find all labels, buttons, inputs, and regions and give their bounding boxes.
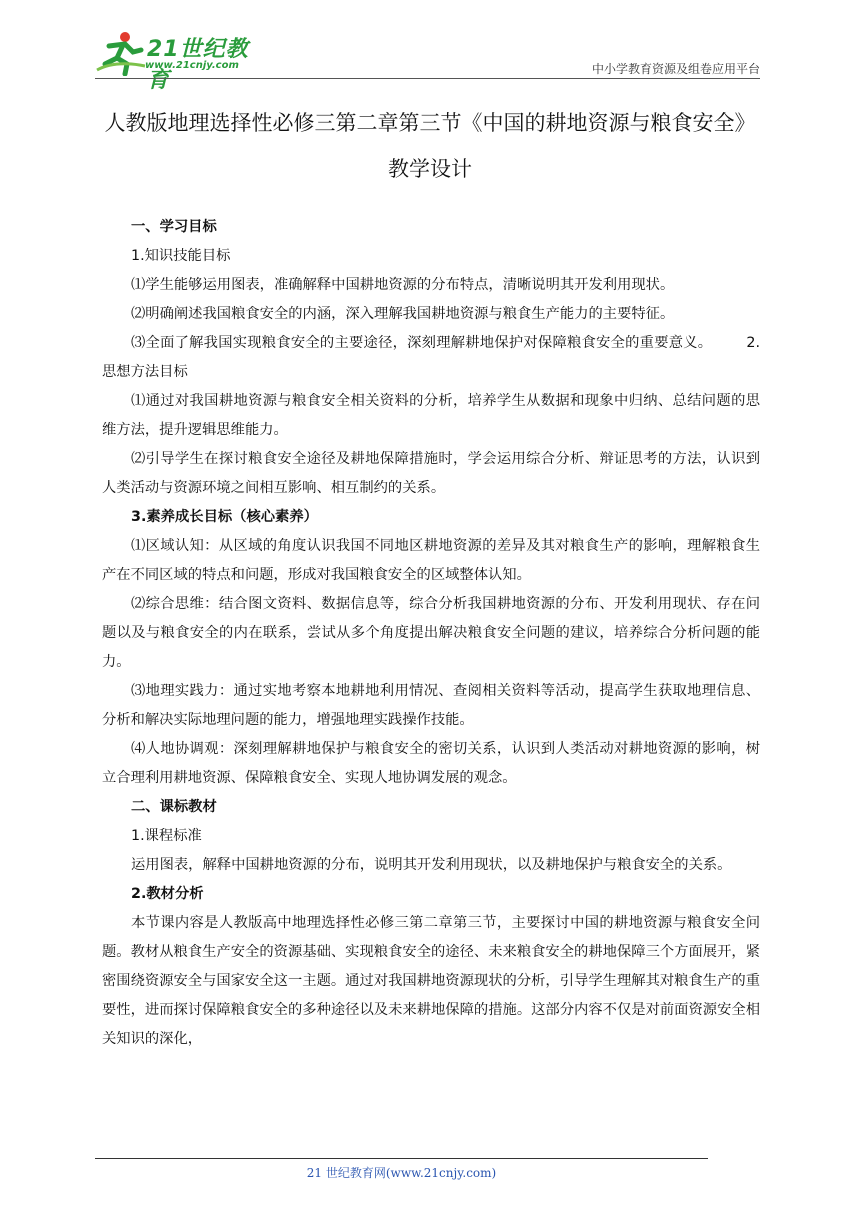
header-divider <box>95 78 760 79</box>
subsection-heading: 2.教材分析 <box>131 886 204 902</box>
subsection-heading: 1.课程标准 <box>131 828 202 844</box>
section-heading: 二、课标教材 <box>131 799 217 815</box>
page-header <box>95 30 760 93</box>
paragraph-text: ⑶全面了解我国实现粮食安全的主要途径，深刻理解耕地保护对保障粮食安全的重要意义。 <box>131 335 713 351</box>
document-body <box>102 213 760 1054</box>
platform-name: 中小学教育资源及组卷应用平台 <box>591 62 760 76</box>
paragraph: ⑵明确阐述我国粮食安全的内涵，深入理解我国耕地资源与粮食生产能力的主要特征。 <box>131 306 675 322</box>
runner-logo-icon <box>95 30 147 76</box>
paragraph: ⑴学生能够运用图表，准确解释中国耕地资源的分布特点，清晰说明其开发利用现状。 <box>131 277 675 293</box>
paragraph: 本节课内容是人教版高中地理选择性必修三第二章第三节，主要探讨中国的耕地资源与粮食安全问题。教材从粮食生产安全的资源基础、实现粮食安全的途径、未来粮食安全的耕地保障三个方面展开，紧密围绕资源安全与国家安全这一主题。通过对我国耕地资源现状的分析，引导学生理解其对粮食生产的重要性，进而探讨保障粮食安全的多种途径以及未来耕地保障的措施。这部分内容不仅是对前面资源安全相关知识的深化， <box>102 915 760 1047</box>
paragraph: ⑵引导学生在探讨粮食安全途径及耕地保障措施时，学会运用综合分析、辩证思考的方法，认识到人类活动与资源环境之间相互影响、相互制约的关系。 <box>102 451 760 496</box>
paragraph: 运用图表，解释中国耕地资源的分布，说明其开发利用现状，以及耕地保护与粮食安全的关系。 <box>131 857 732 873</box>
logo-text: 21世纪教育 <box>147 37 249 93</box>
section-heading: 一、学习目标 <box>131 219 217 235</box>
subsection-heading: 3.素养成长目标（核心素养） <box>131 509 318 525</box>
footer-link[interactable]: 21 世纪教育网(www.21cnjy.com) <box>306 1166 497 1180</box>
paragraph: ⑷人地协调观：深刻理解耕地保护与粮食安全的密切关系，认识到人类活动对耕地资源的影响，树立合理利用耕地资源、保障粮食安全、实现人地协调发展的观念。 <box>102 741 760 786</box>
subsection-heading: 1.知识技能目标 <box>131 248 231 264</box>
paragraph <box>102 329 760 387</box>
footer-divider <box>95 1158 708 1159</box>
paragraph: ⑶地理实践力：通过实地考察本地耕地利用情况、查阅相关资料等活动，提高学生获取地理信息、分析和解决实际地理问题的能力，增强地理实践操作技能。 <box>102 683 760 728</box>
paragraph: ⑴区域认知：从区域的角度认识我国不同地区耕地资源的差异及其对粮食生产的影响，理解粮食生产在不同区域的特点和问题，形成对我国粮食安全的区域整体认知。 <box>102 538 760 583</box>
logo-url: www.21cnjy.com <box>145 60 239 71</box>
paragraph: ⑵综合思维：结合图文资料、数据信息等，综合分析我国耕地资源的分布、开发利用现状、存在问题以及与粮食安全的内在联系，尝试从多个角度提出解决粮食安全问题的建议，培养综合分析问题的能力。 <box>102 596 760 670</box>
site-logo[interactable] <box>95 30 265 93</box>
subsection-heading: 2.思想方法目标 <box>102 335 760 380</box>
paragraph: ⑴通过对我国耕地资源与粮食安全相关资料的分析，培养学生从数据和现象中归纳、总结问题的思维方法，提升逻辑思维能力。 <box>102 393 760 438</box>
document-title: 人教版地理选择性必修三第二章第三节《中国的耕地资源与粮食安全》教学设计 <box>104 111 756 181</box>
